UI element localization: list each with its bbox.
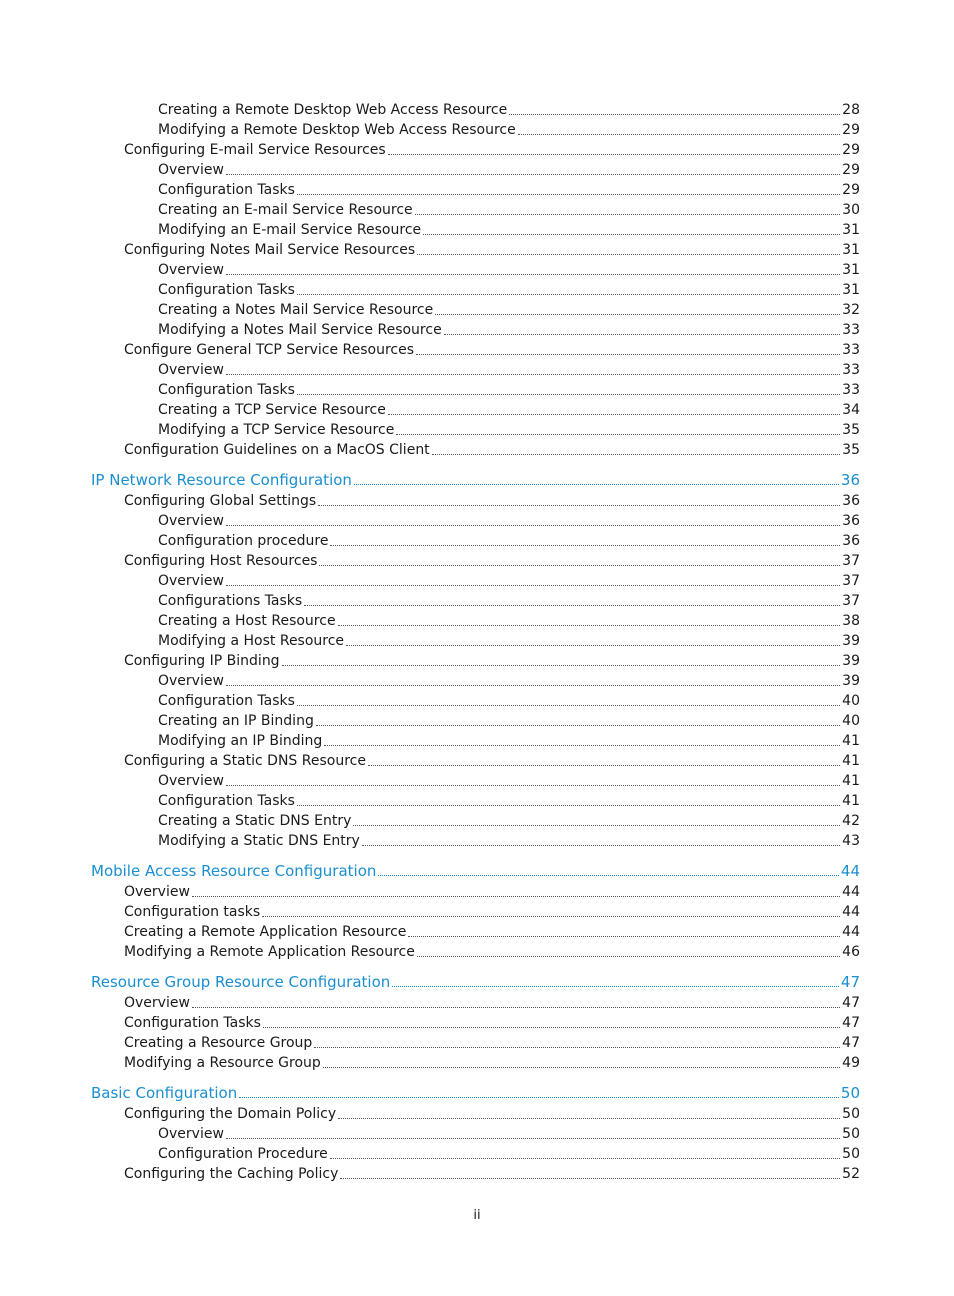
toc-entry-page: 29 bbox=[842, 142, 860, 158]
toc-entry-title: Configuration Tasks bbox=[158, 182, 295, 198]
toc-entry-link[interactable] bbox=[0, 1124, 954, 1144]
toc-entry-row bbox=[124, 993, 860, 1013]
toc-entry-page: 34 bbox=[842, 402, 860, 418]
toc-entry-page: 39 bbox=[842, 633, 860, 649]
toc-chapter-link[interactable] bbox=[0, 1083, 954, 1104]
toc-entry-link[interactable] bbox=[0, 1164, 954, 1184]
toc-entry-page: 41 bbox=[842, 733, 860, 749]
toc-entry-row bbox=[158, 300, 860, 320]
toc-entry-page: 36 bbox=[842, 493, 860, 509]
toc-entry-title: Overview bbox=[158, 513, 224, 529]
toc-entry-row bbox=[124, 440, 860, 460]
toc-entry-page: 47 bbox=[842, 1015, 860, 1031]
toc-entry-row bbox=[124, 882, 860, 902]
toc-entry-page: 41 bbox=[842, 793, 860, 809]
toc-entry-link[interactable] bbox=[0, 380, 954, 400]
toc-entry-link[interactable] bbox=[0, 691, 954, 711]
toc-entry-row bbox=[124, 922, 860, 942]
toc-entry-link[interactable] bbox=[0, 160, 954, 180]
toc-entry-row bbox=[124, 751, 860, 771]
toc-entry-link[interactable] bbox=[0, 140, 954, 160]
toc-entry-title: Modifying a Remote Application Resource bbox=[124, 944, 415, 960]
toc-entry-link[interactable] bbox=[0, 491, 954, 511]
toc-entry-row bbox=[158, 320, 860, 340]
toc-entry-page: 50 bbox=[842, 1126, 860, 1142]
toc-entry-title: Configuration Tasks bbox=[158, 382, 295, 398]
toc-entry-link[interactable] bbox=[0, 993, 954, 1013]
toc-entry-row bbox=[124, 140, 860, 160]
toc-entry-row bbox=[158, 400, 860, 420]
toc-entry-page: 44 bbox=[842, 924, 860, 940]
toc-dot-leader bbox=[416, 354, 840, 355]
toc-entry-link[interactable] bbox=[0, 811, 954, 831]
toc-entry-title: Configuring Host Resources bbox=[124, 553, 318, 569]
toc-entry-row bbox=[158, 420, 860, 440]
toc-entry-page: 32 bbox=[842, 302, 860, 318]
toc-entry-row bbox=[124, 1164, 860, 1184]
toc-entry-page: 41 bbox=[842, 773, 860, 789]
toc-dot-leader bbox=[282, 665, 841, 666]
toc-entry-link[interactable] bbox=[0, 1033, 954, 1053]
toc-entry-title: Modifying a Resource Group bbox=[124, 1055, 321, 1071]
toc-dot-leader bbox=[323, 1067, 840, 1068]
toc-dot-leader bbox=[226, 1138, 840, 1139]
toc-entry-title: Configure General TCP Service Resources bbox=[124, 342, 415, 358]
toc-entry-title: Configuring the Domain Policy bbox=[124, 1106, 337, 1122]
toc-entry-page: 31 bbox=[842, 282, 860, 298]
toc-dot-leader bbox=[444, 334, 840, 335]
toc-entry-link[interactable] bbox=[0, 200, 954, 220]
toc-entry-row bbox=[124, 1053, 860, 1073]
toc-entry-link[interactable] bbox=[0, 100, 954, 120]
page-number: ii bbox=[473, 1208, 481, 1223]
toc-entry-title: Modifying a Static DNS Entry bbox=[158, 833, 360, 849]
toc-entry-page: 31 bbox=[842, 242, 860, 258]
toc-entry-title: Overview bbox=[158, 162, 224, 178]
toc-entry-page: 29 bbox=[842, 122, 860, 138]
toc-entry-title: Configuring Global Settings bbox=[124, 493, 317, 509]
toc-entry-title: Modifying an E-mail Service Resource bbox=[158, 222, 422, 238]
toc-entry-link[interactable] bbox=[0, 180, 954, 200]
toc-entry-link[interactable] bbox=[0, 731, 954, 751]
toc-entry-link[interactable] bbox=[0, 791, 954, 811]
toc-entry-link[interactable] bbox=[0, 902, 954, 922]
toc-entry-page: 35 bbox=[842, 442, 860, 458]
toc-chapter-link[interactable] bbox=[0, 861, 954, 882]
toc-entry-row bbox=[91, 861, 860, 882]
toc-entry-title: Overview bbox=[158, 573, 224, 589]
toc-entry-title: Creating an IP Binding bbox=[158, 713, 314, 729]
toc-entry-row bbox=[158, 571, 860, 591]
toc-entry-page: 37 bbox=[842, 553, 860, 569]
toc-dot-leader bbox=[388, 154, 840, 155]
toc-entry-link[interactable] bbox=[0, 751, 954, 771]
toc-entry-row bbox=[158, 380, 860, 400]
toc-entry-page: 33 bbox=[842, 322, 860, 338]
toc-entry-page: 49 bbox=[842, 1055, 860, 1071]
toc-entry-link[interactable] bbox=[0, 260, 954, 280]
toc-entry-row bbox=[124, 1104, 860, 1124]
toc-dot-leader bbox=[417, 956, 840, 957]
toc-entry-page: 31 bbox=[842, 262, 860, 278]
toc-entry-title: Modifying a Host Resource bbox=[158, 633, 345, 649]
toc-entry-link[interactable] bbox=[0, 671, 954, 691]
toc-dot-leader bbox=[408, 936, 840, 937]
toc-entry-link[interactable] bbox=[0, 280, 954, 300]
toc-entry-row bbox=[158, 731, 860, 751]
toc-entry-page: 47 bbox=[842, 1035, 860, 1051]
toc-entry-page: 36 bbox=[840, 471, 860, 489]
toc-dot-leader bbox=[297, 805, 840, 806]
toc-chapter-link[interactable] bbox=[0, 972, 954, 993]
toc-entry-page: 52 bbox=[842, 1166, 860, 1182]
toc-dot-leader bbox=[297, 705, 840, 706]
toc-entry-row bbox=[158, 591, 860, 611]
toc-dot-leader bbox=[435, 314, 840, 315]
toc-entry-title: Overview bbox=[158, 1126, 224, 1142]
toc-dot-leader bbox=[262, 916, 840, 917]
toc-entry-title: Configuration Tasks bbox=[124, 1015, 261, 1031]
toc-entry-title: Configuration Guidelines on a MacOS Client bbox=[124, 442, 430, 458]
toc-entry-link[interactable] bbox=[0, 420, 954, 440]
toc-dot-leader bbox=[346, 645, 840, 646]
toc-dot-leader bbox=[378, 875, 839, 876]
toc-dot-leader bbox=[324, 745, 840, 746]
toc-entry-link[interactable] bbox=[0, 771, 954, 791]
toc-entry-link[interactable] bbox=[0, 240, 954, 260]
toc-entry-row bbox=[91, 1083, 860, 1104]
toc-dot-leader bbox=[263, 1027, 840, 1028]
toc-dot-leader bbox=[417, 254, 840, 255]
toc-entry-title: Modifying an IP Binding bbox=[158, 733, 323, 749]
toc-entry-link[interactable] bbox=[0, 300, 954, 320]
toc-dot-leader bbox=[432, 454, 840, 455]
toc-entry-link[interactable] bbox=[0, 340, 954, 360]
toc-dot-leader bbox=[388, 414, 840, 415]
toc-entry-title: Overview bbox=[124, 995, 190, 1011]
toc-dot-leader bbox=[518, 134, 840, 135]
toc-entry-row bbox=[158, 711, 860, 731]
toc-entry-page: 28 bbox=[842, 102, 860, 118]
toc-entry-row bbox=[158, 771, 860, 791]
toc-entry-page: 31 bbox=[842, 222, 860, 238]
toc-entry-link[interactable] bbox=[0, 711, 954, 731]
toc-entry-title: Configuration tasks bbox=[124, 904, 261, 920]
toc-entry-link[interactable] bbox=[0, 591, 954, 611]
toc-entry-title: Basic Configuration bbox=[91, 1084, 238, 1102]
toc-entry-page: 47 bbox=[840, 973, 860, 991]
toc-entry-row bbox=[158, 691, 860, 711]
toc-entry-row bbox=[124, 551, 860, 571]
toc-entry-row bbox=[158, 260, 860, 280]
toc-entry-link[interactable] bbox=[0, 400, 954, 420]
toc-entry-page: 42 bbox=[842, 813, 860, 829]
toc-entry-title: Overview bbox=[158, 673, 224, 689]
toc-entry-title: Configuring IP Binding bbox=[124, 653, 280, 669]
toc-dot-leader bbox=[316, 725, 840, 726]
toc-dot-leader bbox=[226, 785, 840, 786]
toc-dot-leader bbox=[338, 1118, 840, 1119]
toc-entry-title: Creating a Static DNS Entry bbox=[158, 813, 352, 829]
toc-entry-page: 33 bbox=[842, 382, 860, 398]
toc-dot-leader bbox=[340, 1178, 840, 1179]
toc-entry-page: 35 bbox=[842, 422, 860, 438]
toc-entry-row bbox=[124, 942, 860, 962]
toc-entry-page: 36 bbox=[842, 533, 860, 549]
toc-dot-leader bbox=[239, 1097, 839, 1098]
toc-entry-title: Creating a Notes Mail Service Resource bbox=[158, 302, 434, 318]
toc-entry-title: Configuration Tasks bbox=[158, 693, 295, 709]
toc-entry-page: 40 bbox=[842, 693, 860, 709]
toc-entry-page: 37 bbox=[842, 593, 860, 609]
toc-entry-page: 44 bbox=[842, 884, 860, 900]
toc-entry-page: 39 bbox=[842, 673, 860, 689]
toc-entry-page: 46 bbox=[842, 944, 860, 960]
toc-entry-link[interactable] bbox=[0, 360, 954, 380]
toc-entry-page: 29 bbox=[842, 182, 860, 198]
toc-entry-link[interactable] bbox=[0, 922, 954, 942]
toc-entry-link[interactable] bbox=[0, 831, 954, 851]
toc-dot-leader bbox=[368, 765, 840, 766]
toc-dot-leader bbox=[509, 114, 840, 115]
toc-entry-title: Overview bbox=[158, 773, 224, 789]
toc-entry-row bbox=[158, 180, 860, 200]
toc-chapter-link[interactable] bbox=[0, 470, 954, 491]
toc-entry-title: Resource Group Resource Configuration bbox=[91, 973, 391, 991]
toc-entry-link[interactable] bbox=[0, 220, 954, 240]
toc-entry-row bbox=[158, 1144, 860, 1164]
toc-dot-leader bbox=[392, 986, 839, 987]
toc-entry-page: 50 bbox=[840, 1084, 860, 1102]
toc-entry-page: 38 bbox=[842, 613, 860, 629]
toc-entry-title: Configuring Notes Mail Service Resources bbox=[124, 242, 416, 258]
toc-entry-link[interactable] bbox=[0, 651, 954, 671]
toc-entry-page: 39 bbox=[842, 653, 860, 669]
toc-dot-leader bbox=[318, 505, 840, 506]
toc-entry-page: 40 bbox=[842, 713, 860, 729]
toc-entry-title: Mobile Access Resource Configuration bbox=[91, 862, 377, 880]
toc-entry-row bbox=[158, 220, 860, 240]
toc-entry-link[interactable] bbox=[0, 511, 954, 531]
toc-entry-row bbox=[124, 1033, 860, 1053]
toc-entry-title: Creating an E-mail Service Resource bbox=[158, 202, 413, 218]
toc-entry-link[interactable] bbox=[0, 1144, 954, 1164]
toc-entry-page: 29 bbox=[842, 162, 860, 178]
toc-entry-page: 33 bbox=[842, 342, 860, 358]
toc-entry-link[interactable] bbox=[0, 1013, 954, 1033]
toc-entry-row bbox=[158, 671, 860, 691]
toc-entry-title: IP Network Resource Configuration bbox=[91, 471, 352, 489]
toc-entry-row bbox=[158, 811, 860, 831]
toc-entry-link[interactable] bbox=[0, 320, 954, 340]
toc-entry-title: Configuring the Caching Policy bbox=[124, 1166, 339, 1182]
toc-entry-link[interactable] bbox=[0, 611, 954, 631]
toc-dot-leader bbox=[192, 896, 840, 897]
toc-entry-row bbox=[158, 160, 860, 180]
toc-entry-title: Modifying a Remote Desktop Web Access Resource bbox=[158, 122, 516, 138]
toc-entry-title: Overview bbox=[124, 884, 190, 900]
toc-entry-row bbox=[91, 972, 860, 993]
toc-entry-row bbox=[158, 611, 860, 631]
toc-dot-leader bbox=[415, 214, 841, 215]
toc-entry-row bbox=[124, 651, 860, 671]
toc-entry-row bbox=[158, 531, 860, 551]
toc-entry-row bbox=[158, 831, 860, 851]
toc-entry-link[interactable] bbox=[0, 440, 954, 460]
toc-entry-row bbox=[158, 100, 860, 120]
toc-dot-leader bbox=[314, 1047, 840, 1048]
toc-entry-row bbox=[158, 791, 860, 811]
toc-entry-page: 36 bbox=[842, 513, 860, 529]
toc-entry-row bbox=[124, 240, 860, 260]
toc-entry-page: 33 bbox=[842, 362, 860, 378]
toc-entry-row bbox=[124, 902, 860, 922]
toc-entry-row bbox=[124, 340, 860, 360]
toc-dot-leader bbox=[226, 525, 840, 526]
toc-dot-leader bbox=[192, 1007, 840, 1008]
toc-entry-link[interactable] bbox=[0, 631, 954, 651]
toc-entry-row bbox=[158, 200, 860, 220]
toc-entry-link[interactable] bbox=[0, 571, 954, 591]
toc-entry-title: Configuration Tasks bbox=[158, 282, 295, 298]
toc-entry-title: Overview bbox=[158, 362, 224, 378]
toc-entry-link[interactable] bbox=[0, 942, 954, 962]
toc-entry-page: 43 bbox=[842, 833, 860, 849]
toc-entry-title: Creating a Remote Application Resource bbox=[124, 924, 407, 940]
toc-entry-title: Creating a Remote Desktop Web Access Resource bbox=[158, 102, 508, 118]
toc-entry-page: 44 bbox=[840, 862, 860, 880]
toc-dot-leader bbox=[353, 825, 840, 826]
toc-entry-title: Configuring a Static DNS Resource bbox=[124, 753, 366, 769]
toc-entry-row bbox=[158, 120, 860, 140]
toc-entry-row bbox=[158, 280, 860, 300]
toc-entry-page: 47 bbox=[842, 995, 860, 1011]
toc-dot-leader bbox=[396, 434, 840, 435]
toc-dot-leader bbox=[297, 394, 840, 395]
toc-entry-link[interactable] bbox=[0, 120, 954, 140]
toc-entry-link[interactable] bbox=[0, 531, 954, 551]
toc-dot-leader bbox=[226, 174, 840, 175]
toc-dot-leader bbox=[319, 565, 840, 566]
toc-dot-leader bbox=[226, 374, 840, 375]
toc-entry-link[interactable] bbox=[0, 1104, 954, 1124]
toc-entry-title: Creating a TCP Service Resource bbox=[158, 402, 386, 418]
table-of-contents bbox=[0, 100, 954, 1184]
toc-entry-row bbox=[158, 1124, 860, 1144]
toc-entry-page: 44 bbox=[842, 904, 860, 920]
toc-entry-title: Modifying a Notes Mail Service Resource bbox=[158, 322, 442, 338]
toc-entry-title: Configuration Procedure bbox=[158, 1146, 328, 1162]
toc-entry-row bbox=[91, 470, 860, 491]
toc-dot-leader bbox=[362, 845, 840, 846]
toc-entry-title: Creating a Resource Group bbox=[124, 1035, 313, 1051]
toc-entry-title: Overview bbox=[158, 262, 224, 278]
toc-dot-leader bbox=[423, 234, 840, 235]
toc-entry-page: 50 bbox=[842, 1146, 860, 1162]
toc-dot-leader bbox=[226, 685, 840, 686]
toc-dot-leader bbox=[330, 1158, 840, 1159]
toc-dot-leader bbox=[338, 625, 841, 626]
toc-entry-row bbox=[158, 511, 860, 531]
toc-entry-page: 41 bbox=[842, 753, 860, 769]
toc-entry-page: 30 bbox=[842, 202, 860, 218]
toc-entry-page: 37 bbox=[842, 573, 860, 589]
toc-entry-title: Creating a Host Resource bbox=[158, 613, 336, 629]
toc-entry-row bbox=[124, 491, 860, 511]
toc-entry-row bbox=[124, 1013, 860, 1033]
toc-entry-link[interactable] bbox=[0, 1053, 954, 1073]
toc-dot-leader bbox=[354, 484, 839, 485]
toc-dot-leader bbox=[226, 274, 840, 275]
toc-dot-leader bbox=[297, 194, 840, 195]
toc-entry-row bbox=[158, 360, 860, 380]
toc-entry-row bbox=[158, 631, 860, 651]
toc-dot-leader bbox=[304, 605, 840, 606]
toc-dot-leader bbox=[226, 585, 840, 586]
toc-entry-title: Configuring E-mail Service Resources bbox=[124, 142, 386, 158]
toc-entry-link[interactable] bbox=[0, 551, 954, 571]
toc-dot-leader bbox=[330, 545, 840, 546]
toc-entry-title: Configuration Tasks bbox=[158, 793, 295, 809]
toc-entry-title: Modifying a TCP Service Resource bbox=[158, 422, 395, 438]
toc-entry-page: 50 bbox=[842, 1106, 860, 1122]
toc-dot-leader bbox=[297, 294, 840, 295]
toc-entry-title: Configuration procedure bbox=[158, 533, 329, 549]
toc-entry-title: Configurations Tasks bbox=[158, 593, 303, 609]
toc-entry-link[interactable] bbox=[0, 882, 954, 902]
